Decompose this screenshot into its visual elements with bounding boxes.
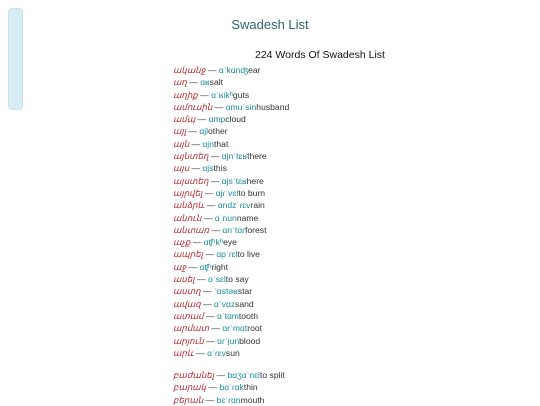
armenian-word[interactable]: ասել [173,274,195,285]
ipa-transcription: ⁣ɑjɾˈvɛl⁣ [215,187,239,198]
english-gloss: star [237,286,253,297]
list-item [173,285,289,297]
separator: — [203,335,218,346]
separator: — [208,151,222,162]
armenian-word[interactable]: այս [173,163,190,174]
separator: — [190,237,204,248]
separator: — [202,249,217,260]
ipa-transcription: ⁣ɑmuˈsin⁣ [225,101,257,112]
separator: — [203,310,217,321]
armenian-word[interactable]: այրվել [173,187,203,198]
ipa-transcription: ⁣ɑˈtɑm⁣ [216,310,239,321]
english-gloss: this [213,163,227,174]
english-gloss: husband [256,101,290,112]
armenian-word[interactable]: այստեղ [173,175,209,186]
armenian-word[interactable]: անտառ [173,224,210,235]
ipa-transcription: ⁣ɑjn⁣ [202,138,214,149]
english-gloss: root [247,323,263,334]
separator: — [194,274,208,285]
armenian-word[interactable]: բերան [173,394,204,405]
list-item [173,335,289,347]
list-item [173,394,289,406]
ipa-transcription: ⁣ɑɾˈmɑt⁣ [222,323,248,334]
english-gloss: eye [223,237,237,248]
armenian-word[interactable]: ականջ [173,65,206,75]
separator: — [186,126,200,137]
english-gloss: there [247,151,267,162]
ipa-transcription: ⁣ɑˈɾɛv⁣ [207,347,226,358]
armenian-word[interactable]: ավազ [173,298,201,309]
armenian-word[interactable]: ատամ [173,310,204,321]
ipa-transcription: ⁣ɑˈʁikʰ⁣ [211,89,233,100]
separator: — [201,212,215,223]
list-item [173,162,289,174]
ipa-transcription: ⁣ɑɾˈjun⁣ [217,335,240,346]
armenian-word[interactable]: աչք [173,237,191,248]
ipa-transcription: ⁣bɑˈɾɑk⁣ [219,382,244,393]
list-item [173,125,289,137]
ipa-transcription: ⁣ɑˈsɛl⁣ [207,274,226,285]
separator: — [189,138,203,149]
armenian-word[interactable]: աղիք [173,89,198,100]
list-item [173,89,289,101]
list-item [173,261,289,273]
ipa-transcription: ⁣ɑjsˈtɛʁ⁣ [221,175,247,186]
page-title: Swadesh List [231,17,309,32]
ipa-transcription: ⁣ɑpˈɾɛl⁣ [216,249,238,260]
list-item [173,64,289,76]
english-gloss: forest [244,224,267,235]
english-gloss: salt [209,77,224,88]
ipa-transcription: ⁣ɑʁ⁣ [200,77,210,88]
separator: — [209,323,223,334]
list-item [173,150,289,162]
list-item [173,224,289,236]
english-gloss: to say [225,274,249,285]
armenian-word[interactable]: անուն [173,212,202,223]
english-gloss: to burn [238,187,266,198]
english-gloss: right [211,261,229,272]
separator: — [186,77,201,88]
ipa-transcription: ⁣ɑˈnun⁣ [214,212,237,223]
english-gloss: here [246,175,264,186]
separator: — [200,298,215,309]
armenian-word[interactable]: անձրև [173,200,205,211]
separator: — [193,347,208,358]
ipa-transcription: ⁣ɑndzˈɾɛv⁣ [217,200,251,211]
english-gloss: to split [259,370,285,381]
armenian-word[interactable]: ապրել [173,249,203,260]
list-item [173,248,289,260]
armenian-word[interactable]: բաժանել [173,370,215,381]
armenian-word[interactable]: ամպ [173,114,196,125]
ipa-transcription: ⁣bɛˈɾɑn⁣ [216,394,241,405]
separator: — [214,370,228,381]
separator: — [189,163,203,174]
armenian-word[interactable]: բարակ [173,382,207,393]
list-item [173,76,289,88]
word-list [173,64,289,406]
armenian-word[interactable]: այն [173,138,190,149]
ipa-transcription: ⁣ɑjs⁣ [202,163,214,174]
english-gloss: rain [250,200,265,211]
armenian-word[interactable]: արև [173,347,194,358]
list-item [173,199,289,211]
separator: — [200,286,215,297]
separator: — [195,114,209,125]
english-gloss: mouth [240,394,265,405]
armenian-word[interactable]: այնտեղ [173,151,209,162]
armenian-word[interactable]: աջ [173,261,187,272]
english-gloss: cloud [225,114,246,125]
ipa-transcription: ⁣ɑʧʰkʰ⁣ [203,237,224,248]
ipa-transcription: ⁣ˈɑstəʁ⁣ [214,286,238,297]
separator: — [202,187,216,198]
armenian-word[interactable]: արմատ [173,323,210,334]
list-item [173,322,289,334]
english-gloss: sun [225,347,240,358]
list-item [173,212,289,224]
list-item [173,298,289,310]
list-subtitle: 224 Words Of Swadesh List [255,49,385,61]
armenian-word[interactable]: ամուսին [173,101,213,112]
english-gloss: ear [248,65,261,75]
ipa-transcription: ⁣ɑʧʰ⁣ [199,261,212,272]
separator: — [209,224,223,235]
list-item [173,381,289,393]
english-gloss: guts [232,89,250,100]
separator: — [212,101,226,112]
english-gloss: thin [243,382,258,393]
separator: — [206,382,220,393]
separator: — [197,89,212,100]
armenian-word[interactable]: աղ [173,77,187,88]
list-item [173,138,289,150]
english-gloss: name [236,212,259,223]
armenian-word[interactable]: արյուն [173,335,204,346]
ipa-transcription: ⁣bɑʒɑˈnɛl⁣ [227,370,260,381]
ipa-transcription: ⁣ɑnˈtɑɾ⁣ [222,224,245,235]
separator: — [186,261,200,272]
list-item [173,273,289,285]
armenian-word[interactable]: աստղ [173,286,201,297]
english-gloss: to live [237,249,260,260]
english-gloss: other [208,126,228,137]
separator: — [205,65,219,75]
ipa-transcription: ⁣ɑjnˈtɛʁ⁣ [221,151,248,162]
english-gloss: that [214,138,229,149]
list-item [173,369,289,381]
list-item [173,175,289,187]
ipa-transcription: ⁣ɑˈkɑnʤ⁣ [218,65,249,75]
list-item [173,113,289,125]
list-item [173,101,289,113]
ipa-transcription: ⁣ɑmp⁣ [208,114,226,125]
english-gloss: tooth [238,310,259,321]
list-item [173,310,289,322]
separator: — [204,200,218,211]
ipa-transcription: ⁣ɑˈvɑz⁣ [214,298,236,309]
list-item [173,187,289,199]
armenian-word[interactable]: այլ [173,126,187,137]
english-gloss: blood [239,335,261,346]
separator: — [203,394,217,405]
english-gloss: sand [235,298,254,309]
list-item [173,347,289,359]
list-item [173,236,289,248]
ipa-transcription: ⁣ɑjl⁣ [199,126,209,137]
separator: — [208,175,222,186]
